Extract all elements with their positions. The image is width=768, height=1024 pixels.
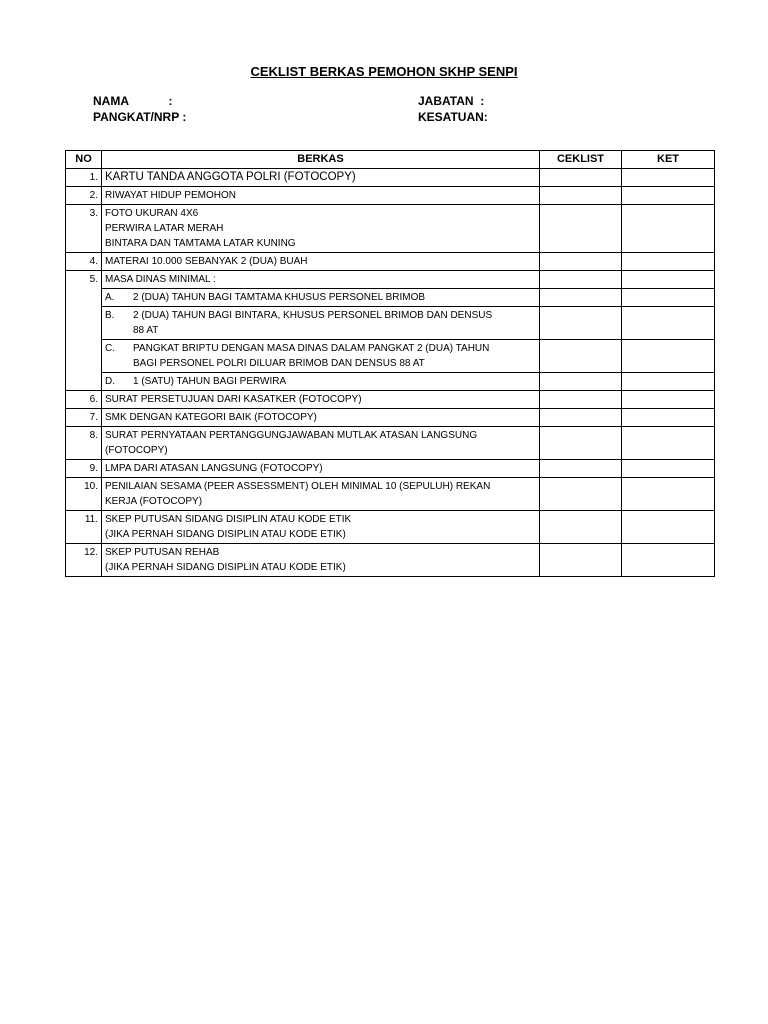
- ceklist-cell[interactable]: [540, 271, 622, 289]
- ket-cell[interactable]: [622, 289, 715, 307]
- row-number: 12.: [66, 544, 102, 577]
- document-item: [102, 544, 540, 577]
- table-row: [66, 169, 715, 187]
- row-number: 1.: [66, 169, 102, 187]
- table-row: [66, 478, 715, 511]
- ket-cell[interactable]: [622, 409, 715, 427]
- document-item: [102, 205, 540, 253]
- ket-cell[interactable]: [622, 391, 715, 409]
- item-text: LMPA DARI ATASAN LANGSUNG (FOTOCOPY): [105, 463, 323, 474]
- table-row: [66, 340, 715, 373]
- ket-cell[interactable]: [622, 187, 715, 205]
- sub-item-text: PANGKAT BRIPTU DENGAN MASA DINAS DALAM PANGKAT 2 (DUA) TAHUN BAGI PERSONEL POLRI DILUAR BRIMOB DAN DENSUS 88 AT: [133, 343, 490, 369]
- table-row: [66, 187, 715, 205]
- document-item: [102, 340, 540, 373]
- header-ceklist: CEKLIST: [540, 151, 622, 169]
- ket-cell[interactable]: [622, 478, 715, 511]
- ket-cell[interactable]: [622, 169, 715, 187]
- item-text: (JIKA PERNAH SIDANG DISIPLIN ATAU KODE ETIK): [105, 529, 346, 540]
- item-text: KARTU TANDA ANGGOTA POLRI (FOTOCOPY): [105, 171, 356, 183]
- header-ket: KET: [622, 151, 715, 169]
- document-item: [102, 511, 540, 544]
- ket-cell[interactable]: [622, 544, 715, 577]
- item-text: RIWAYAT HIDUP PEMOHON: [105, 190, 236, 201]
- table-row: [66, 391, 715, 409]
- ket-cell[interactable]: [622, 427, 715, 460]
- sub-item-text: 1 (SATU) TAHUN BAGI PERWIRA: [133, 376, 287, 387]
- row-number: 2.: [66, 187, 102, 205]
- table-row: [66, 544, 715, 577]
- ket-cell[interactable]: [622, 460, 715, 478]
- item-text: PENILAIAN SESAMA (PEER ASSESSMENT) OLEH MINIMAL 10 (SEPULUH) REKAN: [105, 481, 491, 492]
- item-text: PERWIRA LATAR MERAH: [105, 223, 224, 234]
- document-item: [102, 478, 540, 511]
- ceklist-cell[interactable]: [540, 340, 622, 373]
- table-row: [66, 271, 715, 289]
- ceklist-cell[interactable]: [540, 478, 622, 511]
- document-item: [102, 307, 540, 340]
- ceklist-cell[interactable]: [540, 289, 622, 307]
- table-row: [66, 205, 715, 253]
- ceklist-cell[interactable]: [540, 409, 622, 427]
- ket-cell[interactable]: [622, 373, 715, 391]
- row-number: 3.: [66, 205, 102, 253]
- table-row: [66, 511, 715, 544]
- ceklist-cell[interactable]: [540, 391, 622, 409]
- table-row: [66, 253, 715, 271]
- document-item: [102, 169, 540, 187]
- item-text: SURAT PERSETUJUAN DARI KASATKER (FOTOCOPY): [105, 394, 362, 405]
- nama-label: NAMA :: [93, 94, 173, 108]
- ket-cell[interactable]: [622, 511, 715, 544]
- ket-cell[interactable]: [622, 307, 715, 340]
- ceklist-cell[interactable]: [540, 373, 622, 391]
- row-number: 7.: [66, 409, 102, 427]
- item-text: MASA DINAS MINIMAL :: [105, 274, 216, 285]
- pangkat-nrp-label: PANGKAT/NRP :: [93, 110, 187, 124]
- sub-item-letter: D.: [105, 376, 115, 387]
- table-header-row: [66, 151, 715, 169]
- row-number: 8.: [66, 427, 102, 460]
- document-item: [102, 427, 540, 460]
- item-text: KERJA (FOTOCOPY): [105, 496, 203, 507]
- table-row: [66, 460, 715, 478]
- kesatuan-label: KESATUAN:: [418, 110, 488, 124]
- sub-item-letter: A.: [105, 292, 115, 303]
- ket-cell[interactable]: [622, 271, 715, 289]
- checklist-table: [65, 150, 715, 577]
- row-number: 5.: [66, 271, 102, 391]
- ceklist-cell[interactable]: [540, 169, 622, 187]
- item-text: (FOTOCOPY): [105, 445, 168, 456]
- item-text: MATERAI 10.000 SEBANYAK 2 (DUA) BUAH: [105, 256, 308, 267]
- ceklist-cell[interactable]: [540, 427, 622, 460]
- table-row: [66, 373, 715, 391]
- sub-item-text: 2 (DUA) TAHUN BAGI TAMTAMA KHUSUS PERSONEL BRIMOB: [133, 292, 426, 303]
- item-text: (JIKA PERNAH SIDANG DISIPLIN ATAU KODE ETIK): [105, 562, 346, 573]
- item-text: SKEP PUTUSAN SIDANG DISIPLIN ATAU KODE ETIK: [105, 514, 352, 525]
- header-no: NO: [66, 151, 102, 169]
- table-body: [66, 169, 715, 577]
- jabatan-label: JABATAN :: [418, 94, 485, 108]
- document-item: [102, 409, 540, 427]
- item-text: BINTARA DAN TAMTAMA LATAR KUNING: [105, 238, 296, 249]
- table-row: [66, 307, 715, 340]
- ket-cell[interactable]: [622, 340, 715, 373]
- ceklist-cell[interactable]: [540, 460, 622, 478]
- item-text: SMK DENGAN KATEGORI BAIK (FOTOCOPY): [105, 412, 317, 423]
- header-berkas: BERKAS: [102, 151, 540, 169]
- document-title: CEKLIST BERKAS PEMOHON SKHP SENPI: [250, 64, 518, 79]
- row-number: 9.: [66, 460, 102, 478]
- ceklist-cell[interactable]: [540, 511, 622, 544]
- document-item: [102, 187, 540, 205]
- document-item: [102, 460, 540, 478]
- document-item: [102, 271, 540, 289]
- document-item: [102, 289, 540, 307]
- table-row: [66, 289, 715, 307]
- sub-item-letter: B.: [105, 310, 115, 321]
- item-text: SKEP PUTUSAN REHAB: [105, 547, 220, 558]
- sub-item-text: 2 (DUA) TAHUN BAGI BINTARA, KHUSUS PERSONEL BRIMOB DAN DENSUS 88 AT: [133, 310, 493, 336]
- ceklist-cell[interactable]: [540, 544, 622, 577]
- item-text: FOTO UKURAN 4X6: [105, 208, 199, 219]
- ceklist-cell[interactable]: [540, 205, 622, 253]
- row-number: 10.: [66, 478, 102, 511]
- ket-cell[interactable]: [622, 253, 715, 271]
- row-number: 4.: [66, 253, 102, 271]
- ceklist-cell[interactable]: [540, 307, 622, 340]
- item-text: SURAT PERNYATAAN PERTANGGUNGJAWABAN MUTLAK ATASAN LANGSUNG: [105, 430, 478, 441]
- row-number: 11.: [66, 511, 102, 544]
- document-item: [102, 391, 540, 409]
- sub-item-letter: C.: [105, 343, 115, 354]
- ceklist-cell[interactable]: [540, 253, 622, 271]
- ceklist-cell[interactable]: [540, 187, 622, 205]
- table-row: [66, 409, 715, 427]
- table-row: [66, 427, 715, 460]
- row-number: 6.: [66, 391, 102, 409]
- document-item: [102, 253, 540, 271]
- ket-cell[interactable]: [622, 205, 715, 253]
- document-item: [102, 373, 540, 391]
